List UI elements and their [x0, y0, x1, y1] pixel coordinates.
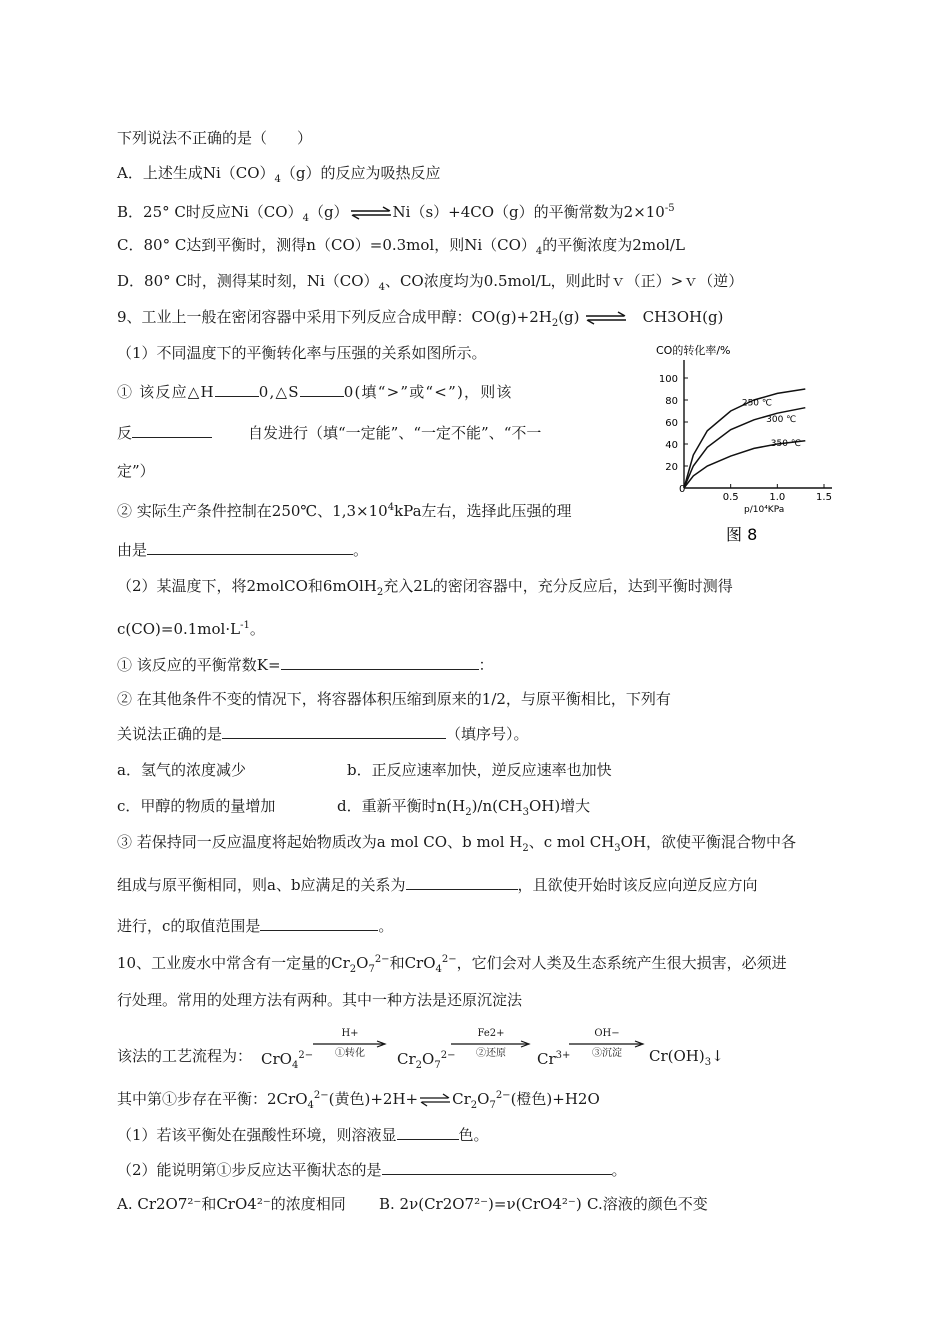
answer-blank[interactable] — [132, 421, 212, 438]
q9-stem: 9、工业上一般在密闭容器中采用下列反应合成甲醇：$CO(g)+2H_2(g)$ CH3OH(g) — [117, 308, 724, 329]
q9-part1-q1-cont: 反 自发进行（填“一定能”、“一定不能”、“不一 — [117, 421, 541, 443]
q10-sub1: （1）若该平衡处在强酸性环境，则溶液显 色。 — [117, 1123, 489, 1145]
q8-option-b: B．25° C时反应$Ni(CO)_4(g)$ Ni（s）+4CO（g）的平衡常数为$2\times 10^{-5}$ — [117, 203, 675, 224]
x-tick-label: 0.5 — [722, 492, 739, 503]
y-tick-label: 80 — [665, 396, 678, 407]
answer-blank[interactable] — [382, 1158, 612, 1175]
q9-options-row2: c．甲醇的物质的量增加 d．重新平衡时$n(H_2)/n(CH_3OH)$增大 — [117, 797, 591, 818]
answer-blank[interactable] — [406, 873, 518, 890]
flow-species-cr3: $Cr^{3+}$ — [537, 1050, 571, 1068]
answer-blank[interactable] — [260, 914, 378, 931]
flow-arrow-1: H+ ①转化 — [313, 1028, 387, 1060]
q10-options: A. Cr2O7²⁻和CrO4²⁻的浓度相同 B. 2ν(Cr2O7²⁻)=ν(CrO4²⁻) C.溶液的颜色不变 — [117, 1195, 708, 1213]
series-label: 250 ℃ — [741, 398, 773, 409]
q8-option-d: D．80° C时，测得某时刻，$Ni(CO)_4$、CO浓度均为0.5mol/L，则此时ｖ（正）>ｖ（逆） — [117, 272, 744, 293]
q9-part2-q3-end: 进行，c的取值范围是 。 — [117, 914, 393, 936]
q9-part2-q2: ② 在其他条件不变的情况下，将容器体积压缩到原来的1/2，与原平衡相比，下列有 — [117, 690, 671, 708]
equilibrium-arrow-icon — [584, 311, 628, 325]
flow-arrow-2: Fe2+ ②还原 — [451, 1028, 531, 1060]
q9-part1-intro: （1）不同温度下的平衡转化率与压强的关系如图所示。 — [117, 344, 487, 362]
q9-part1-q1: ① 该反应△H 0,△S 0(填“>”或“<”)，则该 — [117, 380, 513, 402]
flow-species-hydroxide: $Cr(OH)_3↓$ — [649, 1047, 724, 1068]
answer-blank[interactable] — [300, 380, 344, 397]
q9-part2-q2-cont: 关说法正确的是 （填序号）。 — [117, 722, 529, 744]
q8-option-a: A．上述生成$Ni(CO)_4(g)$的反应为吸热反应 — [117, 164, 441, 185]
q9-part2-concentration: $c(CO)=0.1mol\cdot L^{-1}$。 — [117, 620, 265, 638]
chart-xlabel: p/10⁴KPa — [744, 505, 785, 515]
y-tick-label: 20 — [665, 462, 678, 473]
q9-part1-q1-end: 定”） — [117, 462, 155, 480]
q9-part1-q2-cont: 由是 。 — [117, 538, 368, 560]
flow-arrow-3: OH− ③沉淀 — [569, 1028, 645, 1060]
flow-species-dichromate: $Cr_2O_7^{2-}$ — [397, 1050, 456, 1071]
q9-part2-q1: ① 该反应的平衡常数K= ： — [117, 653, 494, 675]
figure-chart — [648, 340, 838, 550]
x-tick-label: 1.5 — [816, 492, 832, 503]
answer-blank[interactable] — [222, 722, 446, 739]
flow-species-chromate: CrO$_4^{2-}$ — [261, 1050, 314, 1071]
answer-blank[interactable] — [215, 380, 259, 397]
equilibrium-arrow-icon — [349, 206, 393, 220]
y-tick-label: 100 — [658, 374, 678, 385]
conversion-vs-pressure-figure — [648, 340, 838, 550]
chart-origin-label: 0 — [679, 484, 686, 495]
q10-equilibrium: 其中第①步存在平衡：2CrO$_4^{2-}$(黄色)$+2H+ Cr_2O_7^{2-}$(橙色)+H2O — [117, 1090, 600, 1111]
q10-stem: 10、工业废水中常含有一定量的$Cr_2O_7^{2-}$和CrO$_4^{2-}$，它们会对人类及生态系统产生很大损害，必须进 — [117, 954, 787, 975]
y-tick-label: 40 — [665, 440, 678, 451]
q9-part2-intro: （2）某温度下，将2molCO和6mOlH$_2$充入2L的密闭容器中，充分反应后，达到平衡时测得 — [117, 577, 733, 598]
q9-part2-q3: ③ 若保持同一反应温度将起始物质改为a mol CO、b mol $H_2$、c mol $CH_3OH$，欲使平衡混合物中各 — [117, 833, 797, 854]
chart-ylabel: CO的转化率/% — [656, 344, 731, 357]
answer-blank[interactable] — [397, 1123, 459, 1140]
x-tick-label: 1.0 — [769, 492, 786, 503]
answer-blank[interactable] — [281, 653, 479, 670]
q10-sub2: （2）能说明第①步反应达平衡状态的是 。 — [117, 1158, 627, 1180]
q9-options-row1: a．氢气的浓度减少 b．正反应速率加快，逆反应速率也加快 — [117, 761, 612, 779]
equilibrium-arrow-icon — [418, 1093, 452, 1107]
figure-caption: 图 8 — [726, 525, 758, 544]
q9-part1-q2: ② 实际生产条件控制在250℃、$1,3\times 10^4kPa$左右，选择此压强的理 — [117, 502, 572, 520]
q8-prompt: 下列说法不正确的是（ ） — [117, 129, 313, 147]
q8-option-c: C．80° C达到平衡时，测得n（CO）=0.3mol，则$Ni(CO)_4$的平衡浓度为2mol/L — [117, 236, 685, 257]
series-label: 300 ℃ — [766, 415, 797, 425]
q10-stem-cont: 行处理。常用的处理方法有两种。其中一种方法是还原沉淀法 — [117, 991, 523, 1009]
q9-part2-q3-cont: 组成与原平衡相同，则a、b应满足的关系为 ，且欲使开始时该反应向逆反应方向 — [117, 873, 758, 895]
answer-blank[interactable] — [147, 538, 353, 555]
series-label: 350 ℃ — [770, 439, 801, 450]
y-tick-label: 60 — [665, 418, 678, 429]
